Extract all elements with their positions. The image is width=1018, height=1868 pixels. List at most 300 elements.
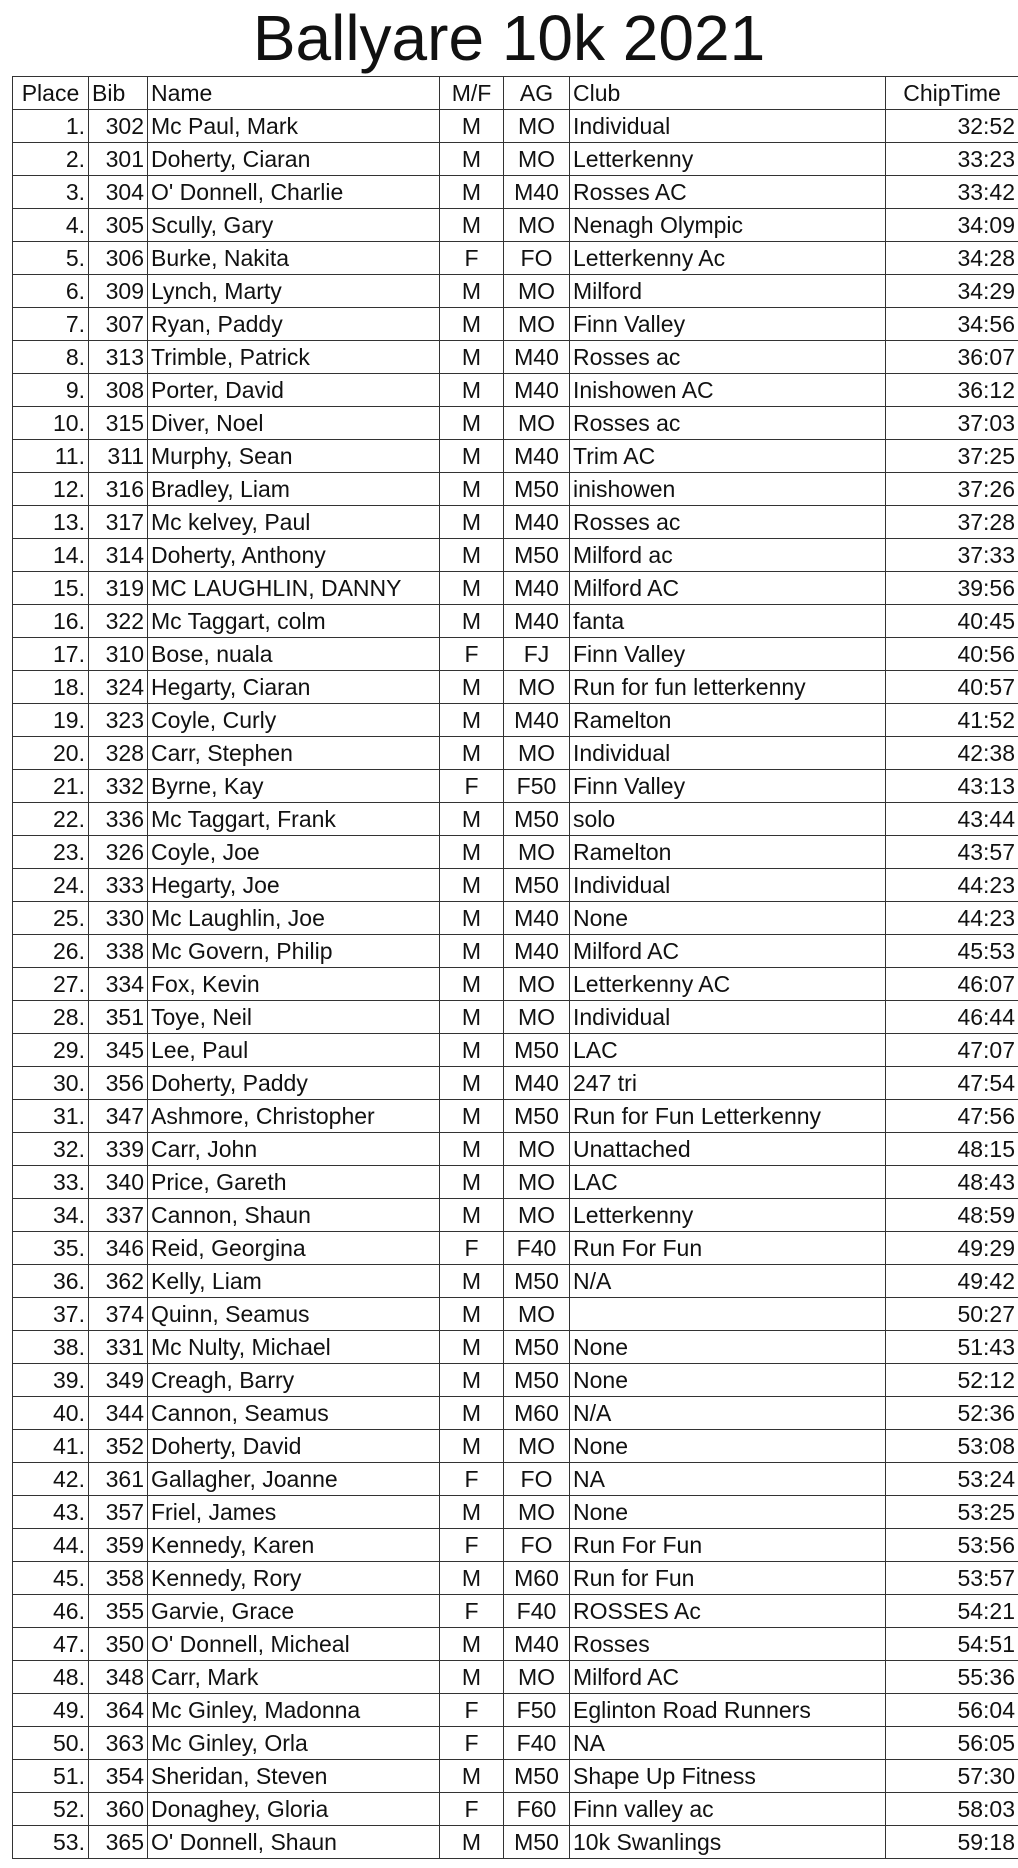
cell-club: Milford AC [570,572,886,605]
cell-bib: 323 [89,704,148,737]
cell-chiptime: 53:25 [886,1496,1018,1529]
cell-place: 18. [13,671,89,704]
cell-club: Finn Valley [570,638,886,671]
cell-club: fanta [570,605,886,638]
cell-name: Mc Ginley, Orla [148,1727,440,1760]
cell-name: Fox, Kevin [148,968,440,1001]
cell-name: Mc kelvey, Paul [148,506,440,539]
cell-ag: M50 [504,1364,570,1397]
cell-name: Price, Gareth [148,1166,440,1199]
cell-place: 27. [13,968,89,1001]
results-table [12,76,1018,1859]
cell-ag: M40 [504,176,570,209]
column-header-ag: AG [504,77,570,110]
column-header-place: Place [13,77,89,110]
cell-name: Burke, Nakita [148,242,440,275]
cell-chiptime: 56:04 [886,1694,1018,1727]
cell-ag: MO [504,110,570,143]
cell-name: Mc Laughlin, Joe [148,902,440,935]
cell-ag: M40 [504,902,570,935]
cell-bib: 340 [89,1166,148,1199]
cell-mf: M [440,1265,504,1298]
cell-bib: 304 [89,176,148,209]
cell-place: 46. [13,1595,89,1628]
cell-bib: 330 [89,902,148,935]
cell-ag: F40 [504,1727,570,1760]
cell-name: Mc Govern, Philip [148,935,440,968]
cell-chiptime: 48:43 [886,1166,1018,1199]
cell-ag: MO [504,275,570,308]
cell-ag: FO [504,1463,570,1496]
table-row [13,1265,1018,1298]
cell-ag: M50 [504,1034,570,1067]
cell-chiptime: 40:56 [886,638,1018,671]
cell-bib: 309 [89,275,148,308]
cell-bib: 308 [89,374,148,407]
cell-chiptime: 50:27 [886,1298,1018,1331]
table-row [13,473,1018,506]
cell-chiptime: 37:03 [886,407,1018,440]
cell-mf: F [440,770,504,803]
cell-name: O' Donnell, Charlie [148,176,440,209]
cell-name: Doherty, Paddy [148,1067,440,1100]
cell-mf: M [440,1760,504,1793]
table-row [13,1727,1018,1760]
cell-bib: 362 [89,1265,148,1298]
cell-place: 44. [13,1529,89,1562]
table-row [13,1232,1018,1265]
cell-name: Mc Taggart, Frank [148,803,440,836]
cell-place: 36. [13,1265,89,1298]
cell-bib: 328 [89,737,148,770]
cell-name: Lynch, Marty [148,275,440,308]
cell-name: Hegarty, Ciaran [148,671,440,704]
cell-club: Individual [570,110,886,143]
cell-mf: M [440,671,504,704]
cell-club: solo [570,803,886,836]
cell-bib: 317 [89,506,148,539]
cell-name: Trimble, Patrick [148,341,440,374]
cell-name: Kennedy, Karen [148,1529,440,1562]
cell-place: 16. [13,605,89,638]
cell-mf: M [440,1001,504,1034]
table-row [13,671,1018,704]
cell-club: Run For Fun [570,1529,886,1562]
cell-ag: M50 [504,1100,570,1133]
cell-place: 31. [13,1100,89,1133]
cell-place: 23. [13,836,89,869]
cell-mf: M [440,473,504,506]
table-row [13,1793,1018,1826]
table-row [13,1430,1018,1463]
cell-bib: 355 [89,1595,148,1628]
cell-mf: M [440,1100,504,1133]
cell-place: 1. [13,110,89,143]
cell-club: LAC [570,1034,886,1067]
cell-bib: 314 [89,539,148,572]
cell-place: 29. [13,1034,89,1067]
table-row [13,1298,1018,1331]
cell-chiptime: 36:07 [886,341,1018,374]
cell-club: 247 tri [570,1067,886,1100]
cell-chiptime: 37:25 [886,440,1018,473]
cell-mf: M [440,1067,504,1100]
table-row [13,110,1018,143]
cell-club: Individual [570,737,886,770]
cell-mf: F [440,1727,504,1760]
table-row [13,308,1018,341]
cell-place: 37. [13,1298,89,1331]
cell-ag: MO [504,671,570,704]
header-row [13,77,1018,110]
table-row [13,1067,1018,1100]
cell-chiptime: 44:23 [886,902,1018,935]
cell-mf: M [440,407,504,440]
cell-club: Eglinton Road Runners [570,1694,886,1727]
table-row [13,968,1018,1001]
cell-bib: 359 [89,1529,148,1562]
cell-club: Ramelton [570,704,886,737]
cell-place: 33. [13,1166,89,1199]
cell-mf: M [440,539,504,572]
table-row [13,1364,1018,1397]
cell-chiptime: 53:08 [886,1430,1018,1463]
cell-chiptime: 54:21 [886,1595,1018,1628]
cell-mf: M [440,1826,504,1859]
cell-bib: 322 [89,605,148,638]
cell-chiptime: 37:28 [886,506,1018,539]
cell-name: Coyle, Curly [148,704,440,737]
cell-place: 50. [13,1727,89,1760]
cell-ag: M50 [504,1265,570,1298]
cell-bib: 348 [89,1661,148,1694]
cell-place: 14. [13,539,89,572]
table-row [13,341,1018,374]
table-row [13,1463,1018,1496]
cell-ag: M50 [504,869,570,902]
table-row [13,1529,1018,1562]
cell-club: Letterkenny Ac [570,242,886,275]
cell-chiptime: 54:51 [886,1628,1018,1661]
table-row [13,737,1018,770]
cell-club: Run For Fun [570,1232,886,1265]
cell-club: Rosses AC [570,176,886,209]
table-row [13,770,1018,803]
cell-ag: F50 [504,770,570,803]
table-row [13,374,1018,407]
table-row [13,1628,1018,1661]
cell-bib: 306 [89,242,148,275]
cell-bib: 332 [89,770,148,803]
cell-name: Cannon, Shaun [148,1199,440,1232]
cell-bib: 360 [89,1793,148,1826]
table-row [13,1100,1018,1133]
cell-place: 6. [13,275,89,308]
cell-name: Cannon, Seamus [148,1397,440,1430]
cell-name: Kelly, Liam [148,1265,440,1298]
cell-place: 41. [13,1430,89,1463]
cell-club: Letterkenny [570,143,886,176]
cell-place: 5. [13,242,89,275]
cell-chiptime: 48:15 [886,1133,1018,1166]
cell-bib: 319 [89,572,148,605]
cell-bib: 361 [89,1463,148,1496]
cell-club: Inishowen AC [570,374,886,407]
cell-chiptime: 52:12 [886,1364,1018,1397]
cell-name: Ryan, Paddy [148,308,440,341]
table-row [13,572,1018,605]
cell-chiptime: 47:56 [886,1100,1018,1133]
cell-chiptime: 37:26 [886,473,1018,506]
cell-bib: 357 [89,1496,148,1529]
cell-ag: M40 [504,374,570,407]
cell-chiptime: 51:43 [886,1331,1018,1364]
cell-name: Carr, John [148,1133,440,1166]
cell-bib: 301 [89,143,148,176]
cell-mf: M [440,737,504,770]
table-row [13,836,1018,869]
cell-bib: 337 [89,1199,148,1232]
table-row [13,935,1018,968]
cell-place: 22. [13,803,89,836]
table-row [13,869,1018,902]
cell-place: 28. [13,1001,89,1034]
cell-mf: M [440,1331,504,1364]
cell-mf: F [440,1232,504,1265]
cell-name: Bose, nuala [148,638,440,671]
cell-ag: F40 [504,1232,570,1265]
cell-club: Run for Fun Letterkenny [570,1100,886,1133]
cell-bib: 352 [89,1430,148,1463]
page-title: Ballyare 10k 2021 [252,2,766,74]
cell-club: LAC [570,1166,886,1199]
cell-place: 34. [13,1199,89,1232]
cell-ag: F40 [504,1595,570,1628]
cell-name: Mc Paul, Mark [148,110,440,143]
table-row [13,1133,1018,1166]
table-row [13,1694,1018,1727]
cell-bib: 354 [89,1760,148,1793]
cell-mf: M [440,1364,504,1397]
column-header-chiptime: ChipTime [886,77,1018,110]
cell-ag: FO [504,242,570,275]
cell-place: 2. [13,143,89,176]
cell-bib: 307 [89,308,148,341]
cell-mf: F [440,1463,504,1496]
table-row [13,1562,1018,1595]
cell-chiptime: 57:30 [886,1760,1018,1793]
cell-club: Individual [570,869,886,902]
cell-mf: M [440,1133,504,1166]
cell-place: 45. [13,1562,89,1595]
cell-place: 3. [13,176,89,209]
cell-name: Doherty, David [148,1430,440,1463]
cell-chiptime: 45:53 [886,935,1018,968]
cell-name: Carr, Stephen [148,737,440,770]
table-row [13,803,1018,836]
cell-name: Lee, Paul [148,1034,440,1067]
cell-name: Murphy, Sean [148,440,440,473]
cell-chiptime: 52:36 [886,1397,1018,1430]
cell-club: NA [570,1727,886,1760]
cell-chiptime: 56:05 [886,1727,1018,1760]
cell-ag: FO [504,1529,570,1562]
cell-bib: 363 [89,1727,148,1760]
column-header-name: Name [148,77,440,110]
cell-club: Rosses ac [570,506,886,539]
cell-ag: M40 [504,1628,570,1661]
cell-name: Byrne, Kay [148,770,440,803]
cell-club: Finn Valley [570,770,886,803]
cell-place: 4. [13,209,89,242]
cell-place: 39. [13,1364,89,1397]
cell-club: Finn valley ac [570,1793,886,1826]
cell-chiptime: 32:52 [886,110,1018,143]
cell-bib: 302 [89,110,148,143]
cell-name: O' Donnell, Shaun [148,1826,440,1859]
cell-place: 12. [13,473,89,506]
cell-mf: M [440,275,504,308]
cell-place: 38. [13,1331,89,1364]
cell-club: Run for Fun [570,1562,886,1595]
cell-chiptime: 47:54 [886,1067,1018,1100]
cell-ag: M40 [504,605,570,638]
cell-mf: F [440,1694,504,1727]
cell-place: 49. [13,1694,89,1727]
cell-mf: M [440,1661,504,1694]
cell-bib: 358 [89,1562,148,1595]
cell-mf: M [440,209,504,242]
cell-ag: M50 [504,1826,570,1859]
cell-club: Rosses ac [570,341,886,374]
cell-mf: M [440,902,504,935]
cell-ag: MO [504,143,570,176]
cell-mf: M [440,1298,504,1331]
cell-club: Milford ac [570,539,886,572]
table-row [13,143,1018,176]
cell-ag: M50 [504,473,570,506]
cell-mf: M [440,968,504,1001]
cell-mf: M [440,1628,504,1661]
cell-name: Porter, David [148,374,440,407]
cell-club: N/A [570,1265,886,1298]
cell-bib: 365 [89,1826,148,1859]
cell-club: None [570,1496,886,1529]
cell-chiptime: 53:24 [886,1463,1018,1496]
cell-name: Hegarty, Joe [148,869,440,902]
cell-bib: 326 [89,836,148,869]
cell-mf: M [440,704,504,737]
cell-ag: MO [504,1430,570,1463]
column-header-club: Club [570,77,886,110]
cell-ag: MO [504,737,570,770]
cell-chiptime: 46:44 [886,1001,1018,1034]
cell-chiptime: 43:57 [886,836,1018,869]
cell-club: Milford AC [570,1661,886,1694]
cell-place: 30. [13,1067,89,1100]
cell-ag: M40 [504,704,570,737]
cell-ag: M40 [504,506,570,539]
cell-bib: 311 [89,440,148,473]
cell-mf: M [440,803,504,836]
cell-bib: 316 [89,473,148,506]
cell-ag: M50 [504,539,570,572]
cell-place: 51. [13,1760,89,1793]
cell-ag: MO [504,968,570,1001]
cell-club: Run for fun letterkenny [570,671,886,704]
table-row [13,539,1018,572]
cell-name: Ashmore, Christopher [148,1100,440,1133]
cell-place: 53. [13,1826,89,1859]
cell-name: Scully, Gary [148,209,440,242]
cell-name: Gallagher, Joanne [148,1463,440,1496]
table-row [13,638,1018,671]
cell-bib: 344 [89,1397,148,1430]
cell-club: N/A [570,1397,886,1430]
cell-place: 8. [13,341,89,374]
cell-mf: M [440,572,504,605]
cell-club: Rosses [570,1628,886,1661]
cell-place: 19. [13,704,89,737]
cell-ag: MO [504,1166,570,1199]
cell-mf: M [440,836,504,869]
cell-ag: M50 [504,803,570,836]
cell-name: Friel, James [148,1496,440,1529]
cell-place: 21. [13,770,89,803]
cell-club: None [570,1364,886,1397]
cell-name: Kennedy, Rory [148,1562,440,1595]
cell-chiptime: 37:33 [886,539,1018,572]
cell-mf: M [440,110,504,143]
cell-club: Individual [570,1001,886,1034]
table-row [13,1760,1018,1793]
cell-bib: 331 [89,1331,148,1364]
cell-chiptime: 58:03 [886,1793,1018,1826]
cell-name: Diver, Noel [148,407,440,440]
cell-mf: M [440,935,504,968]
cell-club: Shape Up Fitness [570,1760,886,1793]
cell-chiptime: 53:57 [886,1562,1018,1595]
cell-mf: M [440,1166,504,1199]
cell-ag: M50 [504,1331,570,1364]
cell-mf: M [440,176,504,209]
table-row [13,275,1018,308]
cell-ag: M50 [504,1760,570,1793]
cell-ag: MO [504,308,570,341]
table-row [13,407,1018,440]
cell-ag: MO [504,1298,570,1331]
cell-chiptime: 39:56 [886,572,1018,605]
cell-mf: M [440,1562,504,1595]
cell-chiptime: 34:09 [886,209,1018,242]
cell-chiptime: 40:45 [886,605,1018,638]
cell-mf: M [440,1430,504,1463]
cell-ag: MO [504,1496,570,1529]
cell-ag: M40 [504,1067,570,1100]
table-row [13,1397,1018,1430]
cell-name: O' Donnell, Micheal [148,1628,440,1661]
cell-mf: M [440,440,504,473]
cell-ag: MO [504,1661,570,1694]
cell-ag: MO [504,407,570,440]
cell-club: Trim AC [570,440,886,473]
cell-bib: 349 [89,1364,148,1397]
cell-chiptime: 47:07 [886,1034,1018,1067]
cell-place: 24. [13,869,89,902]
cell-club: None [570,902,886,935]
column-header-bib: Bib [89,77,148,110]
cell-club [570,1298,886,1331]
